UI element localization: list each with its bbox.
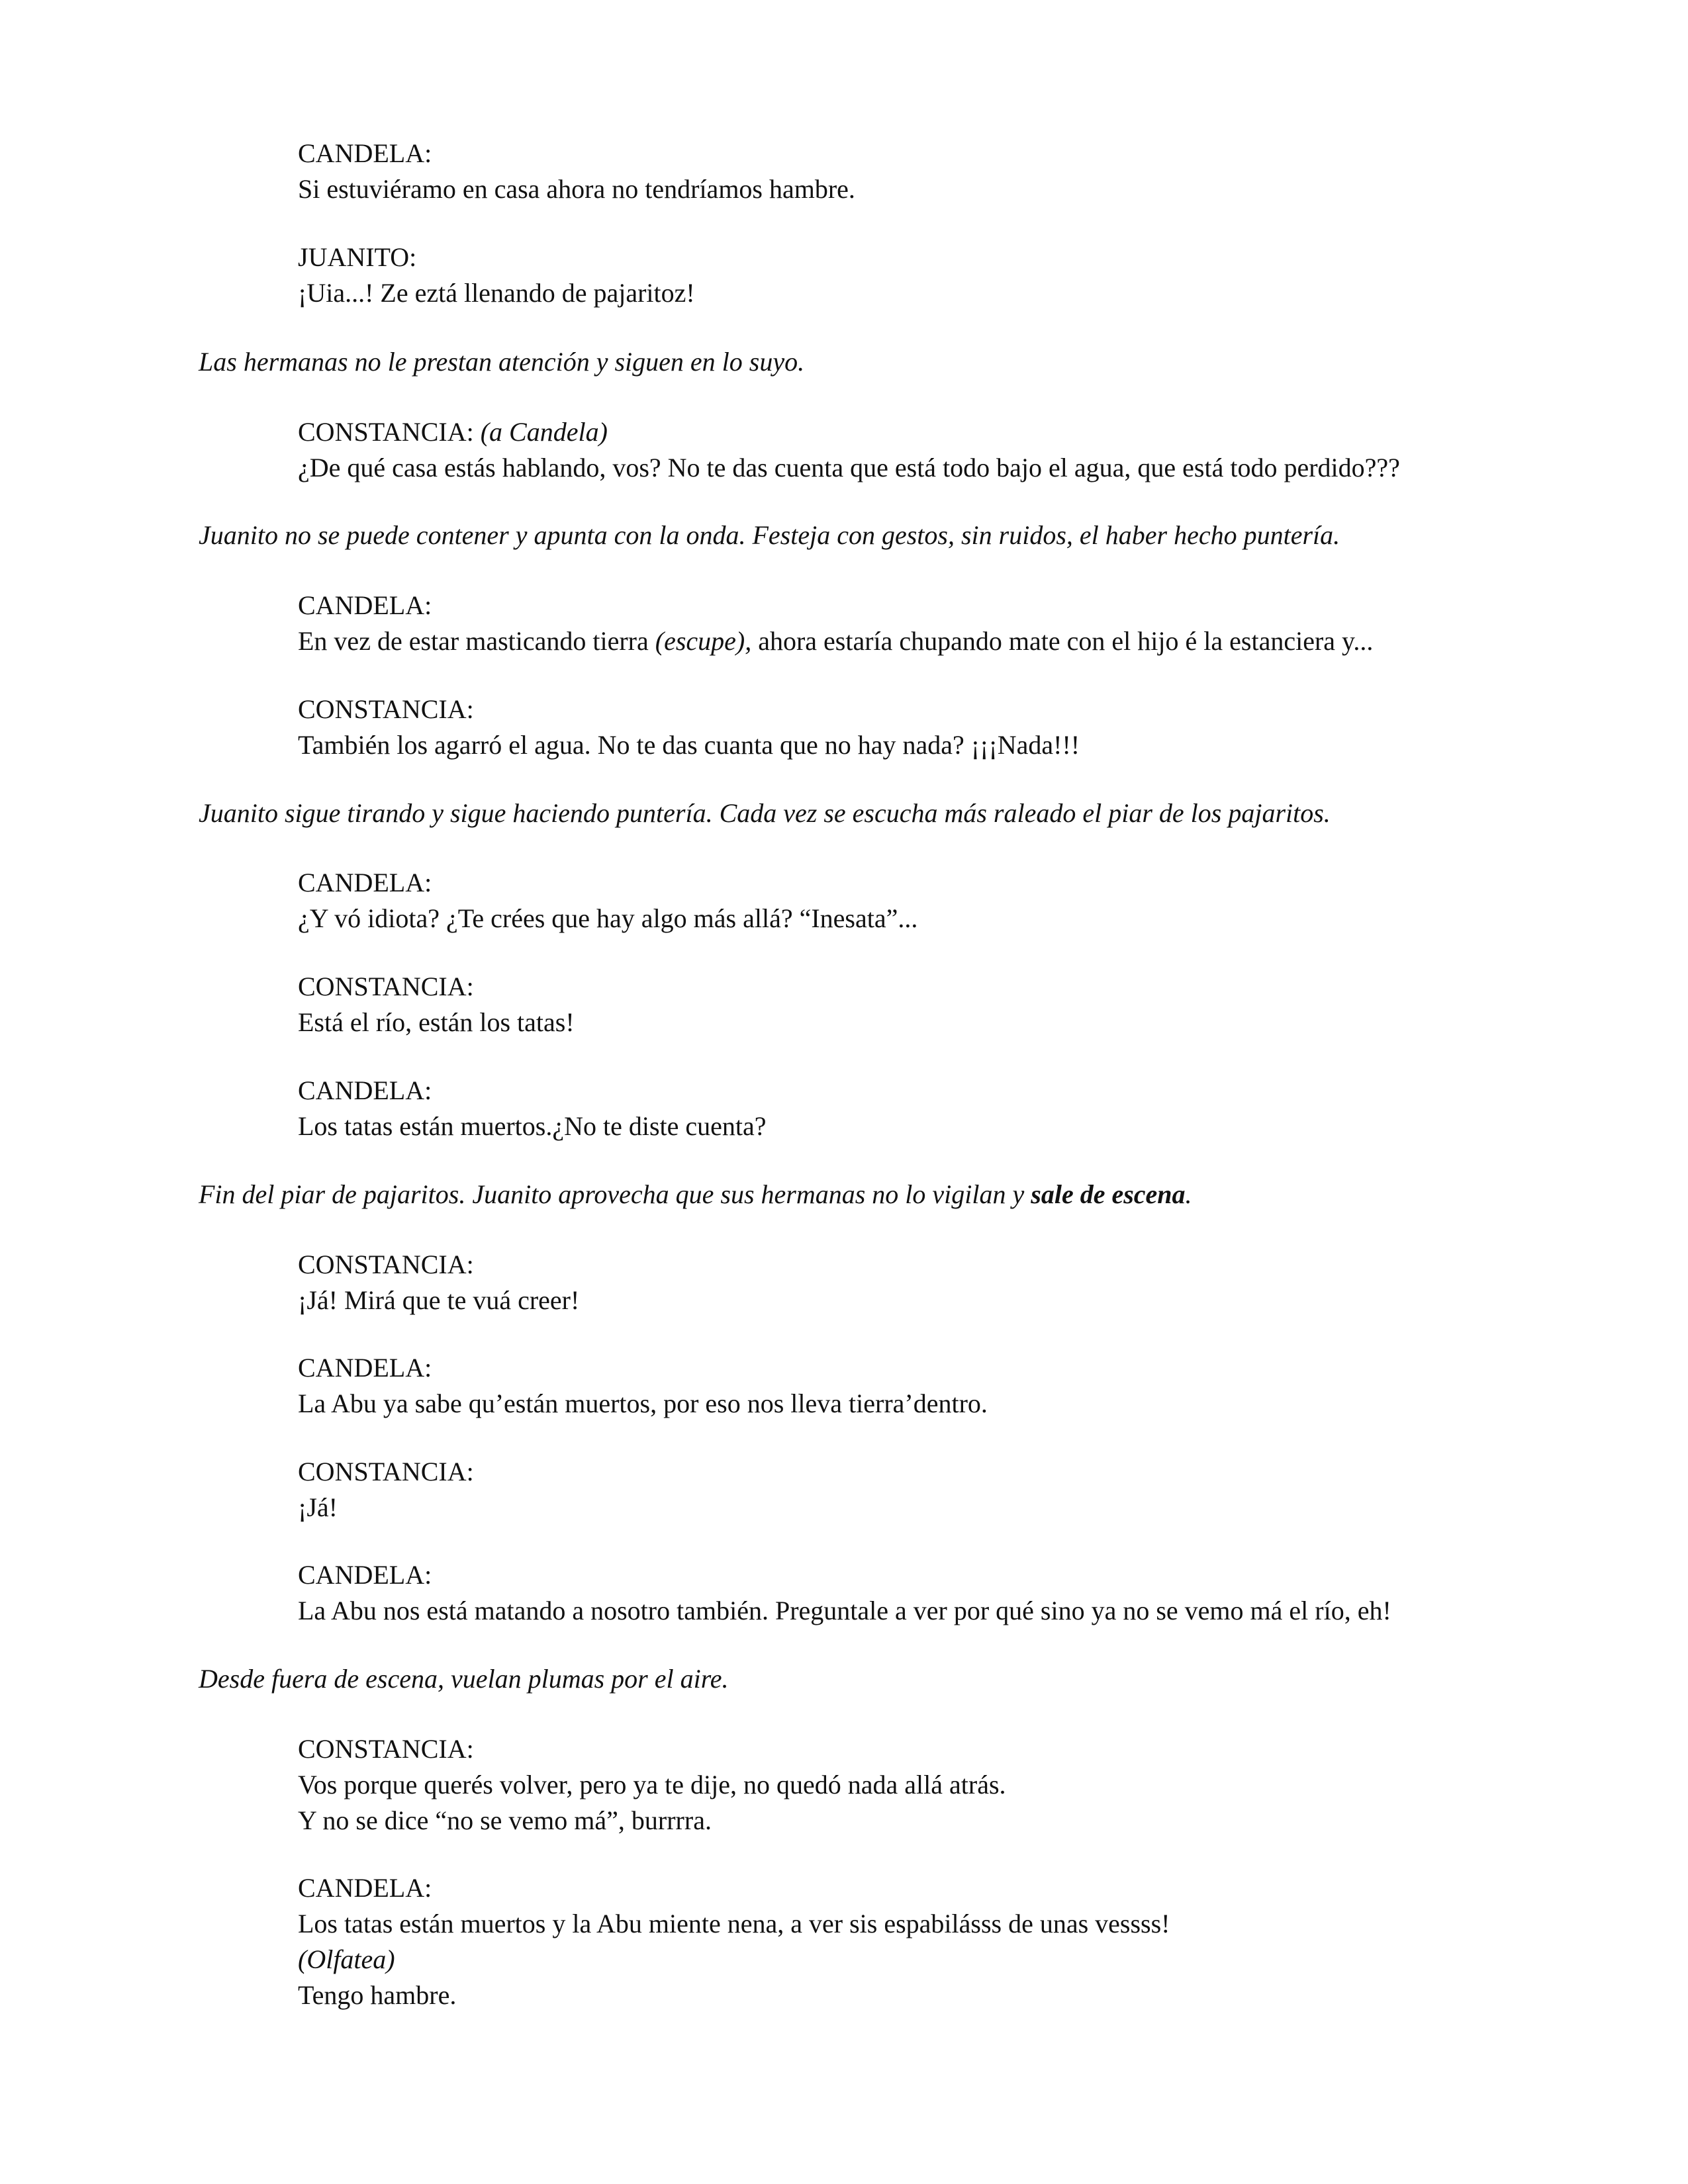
dialogue-block: [298, 969, 1622, 1040]
dialogue-block: [298, 1247, 1622, 1318]
speaker-name: CANDELA:: [298, 138, 432, 168]
dialogue-block: [298, 1870, 1622, 2013]
dialogue-line: ¿De qué casa estás hablando, vos? No te das cuenta que está todo bajo el agua, que está todo perdido???: [298, 453, 1400, 482]
stage-aside: (Olfatea): [298, 1944, 395, 1974]
stage-direction: Las hermanas no le prestan atención y siguen en lo suyo.: [199, 347, 805, 377]
dialogue-line: Los tatas están muertos y la Abu miente nena, a ver sis espabilásss de unas vessss!: [298, 1909, 1170, 1938]
dialogue-block: [298, 1454, 1622, 1525]
dialogue-block: [298, 414, 1622, 486]
dialogue-block: [298, 865, 1622, 936]
dialogue-block: [298, 136, 1622, 207]
dialogue-line: Está el río, están los tatas!: [298, 1007, 575, 1037]
dialogue-line: Y no se dice “no se vemo má”, burrrra.: [298, 1805, 712, 1835]
speaker-name: CANDELA:: [298, 1873, 432, 1903]
dialogue-line: ¡Já!: [298, 1492, 338, 1522]
dialogue-line: Vos porque querés volver, pero ya te dije, no quedó nada allá atrás.: [298, 1770, 1006, 1799]
dialogue-line: ¿Y vó idiota? ¿Te crées que hay algo más allá? “Inesata”...: [298, 903, 918, 933]
dialogue-line: Si estuviéramo en casa ahora no tendríamos hambre.: [298, 174, 855, 204]
speaker-name: CONSTANCIA:: [298, 694, 474, 724]
stage-aside: (escupe),: [655, 626, 752, 656]
dialogue-line: La Abu nos está matando a nosotro también. Preguntale a ver por qué sino ya no se vemo má el río, eh!: [298, 1596, 1391, 1625]
stage-direction: Juanito sigue tirando y sigue haciendo puntería. Cada vez se escucha más raleado el piar de los pajaritos.: [199, 798, 1331, 828]
stage-text: Fin del piar de pajaritos. Juanito aprovecha que sus hermanas no lo vigilan y: [199, 1179, 1031, 1209]
stage-direction: Juanito no se puede contener y apunta con la onda. Festeja con gestos, sin ruidos, el haber hecho puntería.: [199, 520, 1340, 550]
stage-direction: Desde fuera de escena, vuelan plumas por el aire.: [199, 1664, 729, 1694]
dialogue-block: [298, 1073, 1622, 1144]
speaker-name: CONSTANCIA:: [298, 1250, 474, 1279]
speaker-name: CANDELA:: [298, 1353, 432, 1383]
dialogue-line: ¡Uia...! Ze eztá llenando de pajaritoz!: [298, 278, 695, 308]
dialogue-block: [298, 588, 1622, 659]
dialogue-line: También los agarró el agua. No te das cuanta que no hay nada? ¡¡¡Nada!!!: [298, 730, 1080, 760]
speaker-name: CANDELA:: [298, 1560, 432, 1590]
speaker-name: CANDELA:: [298, 1075, 432, 1105]
speaker-name: CONSTANCIA:: [298, 417, 474, 447]
stage-emphasis: sale de escena: [1031, 1179, 1186, 1209]
speaker-name: CANDELA:: [298, 590, 432, 620]
dialogue-line: Tengo hambre.: [298, 1980, 457, 2010]
speaker-name: CONSTANCIA:: [298, 972, 474, 1001]
dialogue-block: [298, 1557, 1622, 1629]
stage-text: .: [1185, 1179, 1192, 1209]
dialogue-line: [298, 623, 1622, 659]
dialogue-block: [298, 240, 1622, 311]
dialogue-block: [298, 692, 1622, 763]
speaker-line: [298, 414, 1622, 450]
dialogue-line: Los tatas están muertos.¿No te diste cuenta?: [298, 1111, 767, 1141]
dialogue-block: [298, 1350, 1622, 1422]
speaker-name: CONSTANCIA:: [298, 1734, 474, 1764]
speaker-name: CANDELA:: [298, 868, 432, 897]
speaker-name: JUANITO:: [298, 242, 417, 272]
stage-aside: (a Candela): [480, 417, 608, 447]
dialogue-text: En vez de estar masticando tierra: [298, 626, 655, 656]
dialogue-line: La Abu ya sabe qu’están muertos, por eso nos lleva tierra’dentro.: [298, 1388, 988, 1418]
dialogue-line: ¡Já! Mirá que te vuá creer!: [298, 1285, 580, 1315]
stage-direction: [199, 1177, 1622, 1212]
speaker-name: CONSTANCIA:: [298, 1457, 474, 1486]
dialogue-text: ahora estaría chupando mate con el hijo é la estanciera y...: [751, 626, 1374, 656]
dialogue-block: [298, 1731, 1622, 1839]
